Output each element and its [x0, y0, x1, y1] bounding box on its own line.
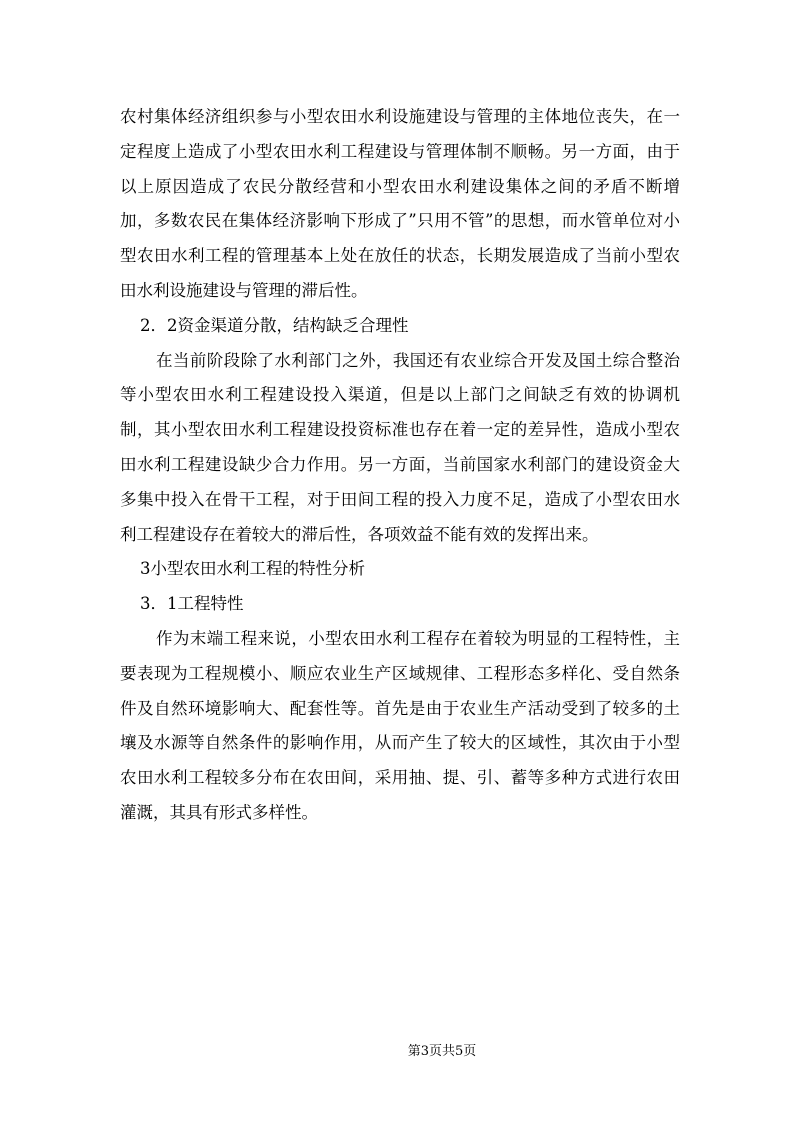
paragraph-engineering: 作为末端工程来说，小型农田水利工程存在着较为明显的工程特性，主要表现为工程规模小、顺应农业生产区域规律、工程形态多样化、受自然条件及自然环境影响大、配套性等。首先是由于农业生产活动受到了较多的土壤及水源等自然条件的影响作用，从而产生了较大的区域性，其次由于小型农田水利工程较多分布在农田间，采用抽、提、引、蓄等多种方式进行农田灌溉，其具有形式多样性。 [120, 628, 680, 822]
page-number-label: 第3页共5页 [407, 1044, 477, 1059]
section-heading-3: 3小型农田水利工程的特性分析 [140, 559, 365, 579]
section-heading-2-2: 2．2资金渠道分散，结构缺乏合理性 [140, 315, 409, 335]
section-heading-3-1: 3．1工程特性 [140, 594, 244, 614]
document-body [120, 100, 680, 831]
page-footer [0, 1040, 794, 1059]
paragraph-funding: 在当前阶段除了水利部门之外，我国还有农业综合开发及国土综合整治等小型农田水利工程建设投入渠道，但是以上部门之间缺乏有效的协调机制，其小型农田水利工程建设投资标准也存在着一定的差异性，造成小型农田水利工程建设缺少合力作用。另一方面，当前国家水利部门的建设资金大多集中投入在骨干工程，对于田间工程的投入力度不足，造成了小型农田水利工程建设存在着较大的滞后性，各项效益不能有效的发挥出来。 [120, 350, 680, 544]
paragraph-continued: 农村集体经济组织参与小型农田水利设施建设与管理的主体地位丧失，在一定程度上造成了小型农田水利工程建设与管理体制不顺畅。另一方面，由于以上原因造成了农民分散经营和小型农田水利建设集体之间的矛盾不断增加，多数农民在集体经济影响下形成了”只用不管”的思想，而水管单位对小型农田水利工程的管理基本上处在放任的状态，长期发展造成了当前小型农田水利设施建设与管理的滞后性。 [120, 107, 680, 300]
